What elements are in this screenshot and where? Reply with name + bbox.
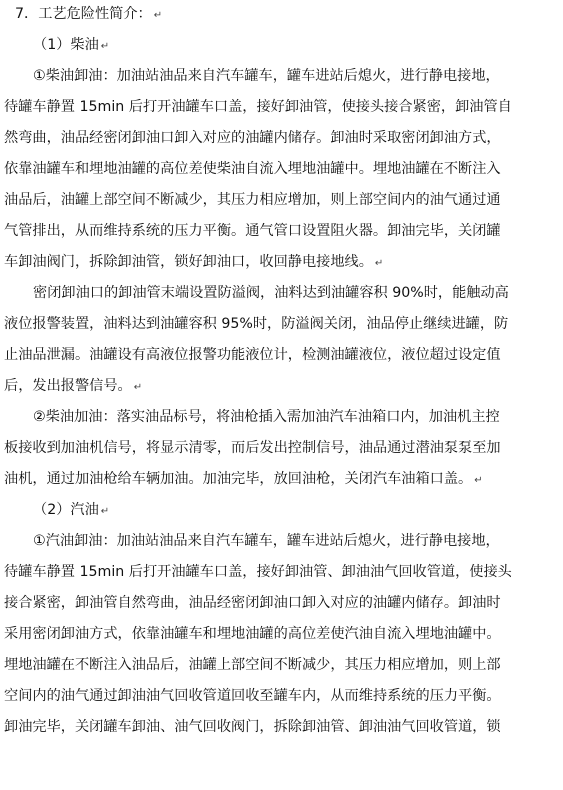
diesel-unloading-line: 车卸油阀门，拆除卸油管，锁好卸油口，收回静电接地线。 ↵ <box>4 254 384 270</box>
paragraph-mark: ↵ <box>100 506 110 517</box>
diesel-unloading-line: 然弯曲，油品经密闭卸油口卸入对应的油罐内储存。卸油时采取密闭卸油方式， <box>4 130 501 146</box>
diesel-unloading-line: 待罐车静置 15min 后打开油罐车口盖，接好卸油管，使接头接合紧密，卸油管自 <box>4 99 512 115</box>
gasoline-heading: （2）汽油 ↵ <box>33 502 110 518</box>
gasoline-unloading-line: 待罐车静置 15min 后打开油罐车口盖，接好卸油管、卸油油气回收管道，使接头 <box>4 564 512 580</box>
gasoline-unloading-line: 采用密闭卸油方式，依靠油罐车和埋地油罐的高位差使汽油自流入埋地油罐中。 <box>4 626 501 642</box>
diesel-unloading-line: 依靠油罐车和埋地油罐的高位差使柴油自流入埋地油罐中。埋地油罐在不断注入 <box>4 161 501 177</box>
diesel-fueling-line: 油机，通过加油枪给车辆加油。加油完毕，放回油枪，关闭汽车油箱口盖。 ↵ <box>4 471 483 487</box>
gasoline-unloading-line: 卸油完毕，关闭罐车卸油、油气回收阀门，拆除卸油管、卸油油气回收管道，锁 <box>4 719 501 735</box>
paragraph-mark: ↵ <box>153 10 163 21</box>
section-title: 7．工艺危险性简介： ↵ <box>15 6 163 22</box>
diesel-overfill-line: 密闭卸油口的卸油管末端设置防溢阀，油料达到油罐容积 90%时，能触动高 <box>33 285 509 301</box>
diesel-unloading-line: 油品后，油罐上部空间不断减少，其压力相应增加，则上部空间内的油气通过通 <box>4 192 501 208</box>
diesel-overfill-line: 液位报警装置，油料达到油罐容积 95%时，防溢阀关闭，油品停止继续进罐，防 <box>4 316 509 332</box>
paragraph-mark: ↵ <box>133 382 143 393</box>
diesel-heading: （1）柴油 ↵ <box>33 37 110 53</box>
diesel-unloading-line: ①柴油卸油：加油站油品来自汽车罐车，罐车进站后熄火，进行静电接地， <box>33 68 500 84</box>
diesel-unloading-line: 气管排出，从而维持系统的压力平衡。通气管口设置阻火器。卸油完毕，关闭罐 <box>4 223 501 239</box>
diesel-overfill-line: 止油品泄漏。油罐设有高液位报警功能液位计，检测油罐液位，液位超过设定值 <box>4 347 501 363</box>
paragraph-mark: ↵ <box>374 258 384 269</box>
gasoline-unloading-line: ①汽油卸油：加油站油品来自汽车罐车，罐车进站后熄火，进行静电接地， <box>33 533 500 549</box>
paragraph-mark: ↵ <box>474 475 483 486</box>
diesel-fueling-line: 板接收到加油机信号，将显示清零，而后发出控制信号，油品通过潜油泵泵至加 <box>4 440 501 456</box>
gasoline-unloading-line: 埋地油罐在不断注入油品后，油罐上部空间不断减少，其压力相应增加，则上部 <box>4 657 501 673</box>
gasoline-unloading-line: 接合紧密，卸油管自然弯曲，油品经密闭卸油口卸入对应的油罐内储存。卸油时 <box>4 595 501 611</box>
paragraph-mark: ↵ <box>100 41 110 52</box>
gasoline-unloading-line: 空间内的油气通过卸油油气回收管道回收至罐车内，从而维持系统的压力平衡。 <box>4 688 501 704</box>
diesel-overfill-line: 后，发出报警信号。 ↵ <box>4 378 143 394</box>
diesel-fueling-line: ②柴油加油：落实油品标号，将油枪插入需加油汽车油箱口内，加油机主控 <box>33 409 500 425</box>
